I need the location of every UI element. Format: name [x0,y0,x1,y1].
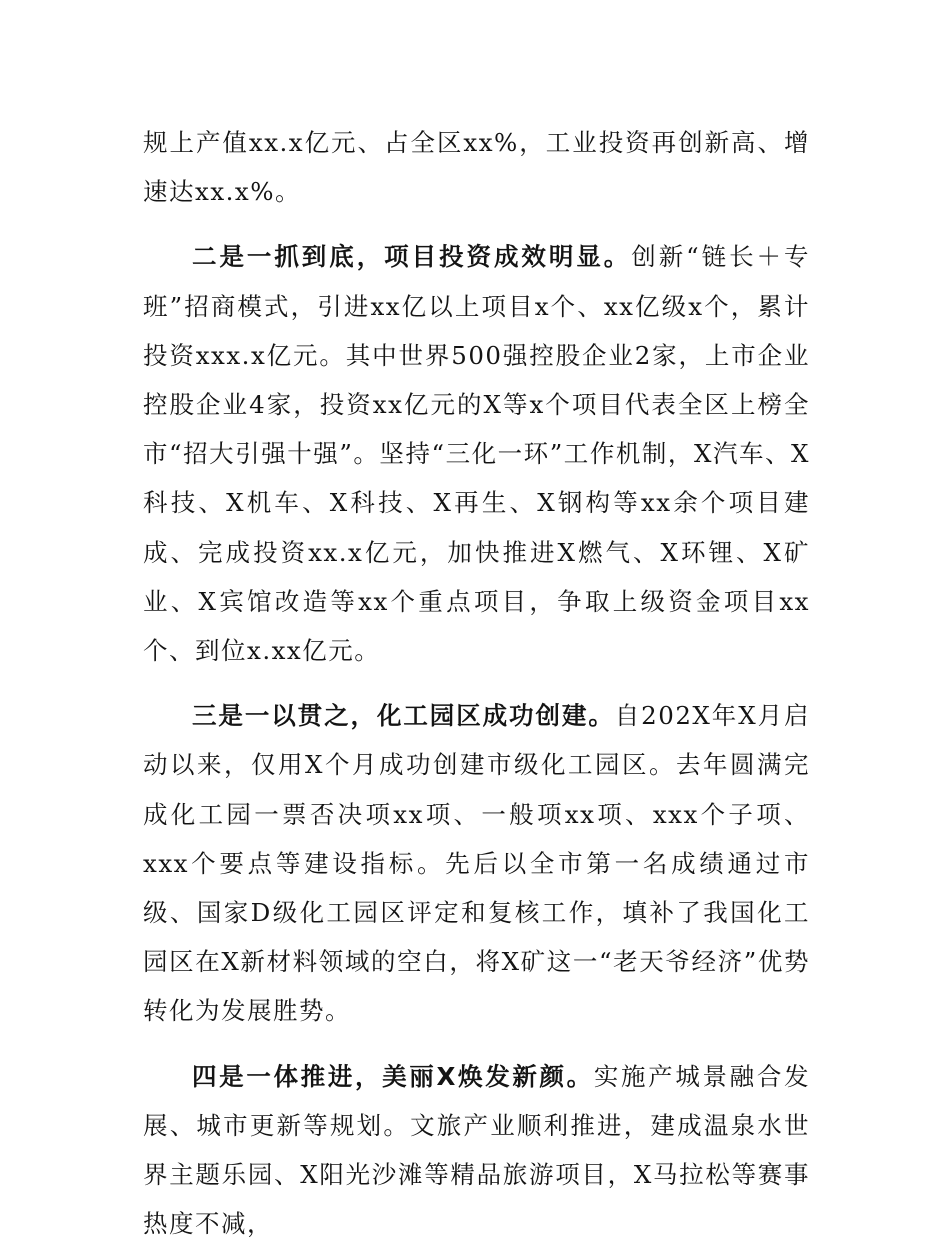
paragraph-heading: 四是一体推进，美丽X焕发新颜。 [192,1061,594,1091]
paragraph-continuation [143,118,810,216]
document-body [143,118,810,1248]
paragraph-text: 创新“链长＋专班”招商模式，引进xx亿以上项目x个、xx亿级x个，累计投资xxx.x亿元。其中世界500强控股企业2家，上市企业控股企业4家，投资xx亿元的X等x个项目代表全区上榜全市“招大引强十强”。坚持“三化一环”工作机制，X汽车、X科技、X机车、X科技、X再生、X钢构等xx余个项目建成、完成投资xx.x亿元，加快推进X燃气、X环锂、X矿业、X宾馆改造等xx个重点项目，争取上级资金项目xx个、到位x.xx亿元。 [143,242,810,666]
paragraph-text: 规上产值xx.x亿元、占全区xx%，工业投资再创新高、增速达xx.x%。 [143,128,810,207]
paragraph-text: 自202X年X月启动以来，仅用X个月成功创建市级化工园区。去年圆满完成化工园一票否决项xx项、一般项xx项、xxx个子项、xxx个要点等建设指标。先后以全市第一名成绩通过市级、国家D级化工园区评定和复核工作，填补了我国化工园区在X新材料领域的空白，将X矿这一“老天爷经济”优势转化为发展胜势。 [143,701,811,1026]
paragraph-heading: 三是一以贯之，化工园区成功创建。 [192,701,615,731]
paragraph-heading: 二是一抓到底，项目投资成效明显。 [192,242,632,272]
paragraph-text: 实施产城景融合发展、城市更新等规划。文旅产业顺利推进，建成温泉水世界主题乐园、X阳光沙滩等精品旅游项目，X马拉松等赛事热度不减， [143,1061,811,1239]
paragraph-chemical-park [143,691,810,1035]
paragraph-beautiful-city [143,1052,810,1248]
paragraph-project-investment [143,232,810,675]
